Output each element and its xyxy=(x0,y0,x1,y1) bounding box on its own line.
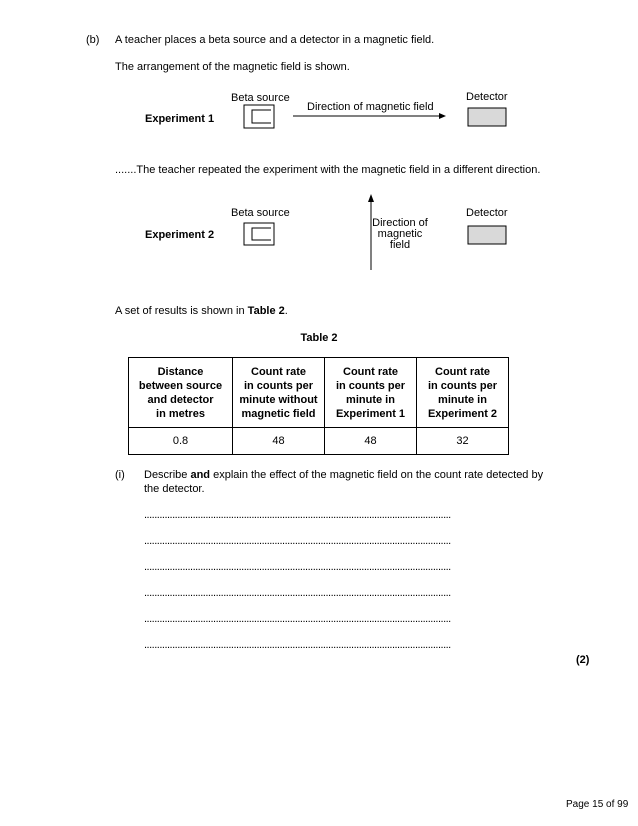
answer-line: ........................................................................................................................ xyxy=(144,587,451,599)
header-experiment-1: Count rate in counts per minute in Experiment 1 xyxy=(325,358,417,428)
answer-line: ........................................................................................................................ xyxy=(144,639,451,651)
exp1-source-label: Beta source xyxy=(231,92,290,104)
sub-question-text: Describe and explain the effect of the magnetic field on the count rate detected by xyxy=(144,469,544,481)
answer-line: ........................................................................................................................ xyxy=(144,509,451,521)
cell-experiment-1: 48 xyxy=(325,428,417,455)
intro-text: A teacher places a beta source and a detector in a magnetic field. xyxy=(115,34,435,46)
sub-question-line2: the detector. xyxy=(144,483,205,495)
exp2-detector-label: Detector xyxy=(466,207,508,219)
table-row xyxy=(129,428,509,455)
header-no-field: Count rate in counts per minute without magnetic field xyxy=(233,358,325,428)
detector-icon xyxy=(468,226,506,244)
header-distance: Distance between source and detector in metres xyxy=(129,358,233,428)
part-label: (b) xyxy=(86,34,100,46)
field-arrow-right-icon xyxy=(293,113,446,119)
exp2-field-line3: field xyxy=(389,239,411,251)
results-intro: A set of results is shown in Table 2. xyxy=(115,305,288,317)
answer-line: ........................................................................................................................ xyxy=(144,561,451,573)
cell-experiment-2: 32 xyxy=(417,428,509,455)
results-table xyxy=(128,357,509,455)
answer-line: ........................................................................................................................ xyxy=(144,613,451,625)
experiment-1-label: Experiment 1 xyxy=(145,113,215,125)
header-experiment-2: Count rate in counts per minute in Experiment 2 xyxy=(417,358,509,428)
field-arrow-up-icon xyxy=(368,194,374,270)
table-header-row xyxy=(129,358,509,428)
detector-icon xyxy=(468,108,506,126)
cell-distance: 0.8 xyxy=(129,428,233,455)
exp1-field-label: Direction of magnetic field xyxy=(307,101,434,113)
arrangement-text: The arrangement of the magnetic field is shown. xyxy=(115,61,350,73)
answer-line: ........................................................................................................................ xyxy=(144,535,451,547)
exp2-field-line2: magnetic xyxy=(377,228,423,240)
exp1-detector-label: Detector xyxy=(466,91,508,103)
table-title: Table 2 xyxy=(300,332,338,344)
repeat-text: .......The teacher repeated the experiment with the magnetic field in a different direction. xyxy=(115,164,541,176)
experiment-2-label: Experiment 2 xyxy=(145,229,215,241)
beta-source-icon xyxy=(244,223,274,245)
cell-no-field: 48 xyxy=(233,428,325,455)
experiment-2-diagram xyxy=(0,190,638,280)
exp2-source-label: Beta source xyxy=(231,207,290,219)
exp2-field-line1: Direction of xyxy=(372,217,428,229)
page-number: Page 15 of 99 xyxy=(566,799,629,810)
marks: (2) xyxy=(576,654,590,666)
experiment-1-diagram xyxy=(0,0,638,140)
sub-question-label: (i) xyxy=(115,469,125,481)
beta-source-icon xyxy=(244,105,274,128)
